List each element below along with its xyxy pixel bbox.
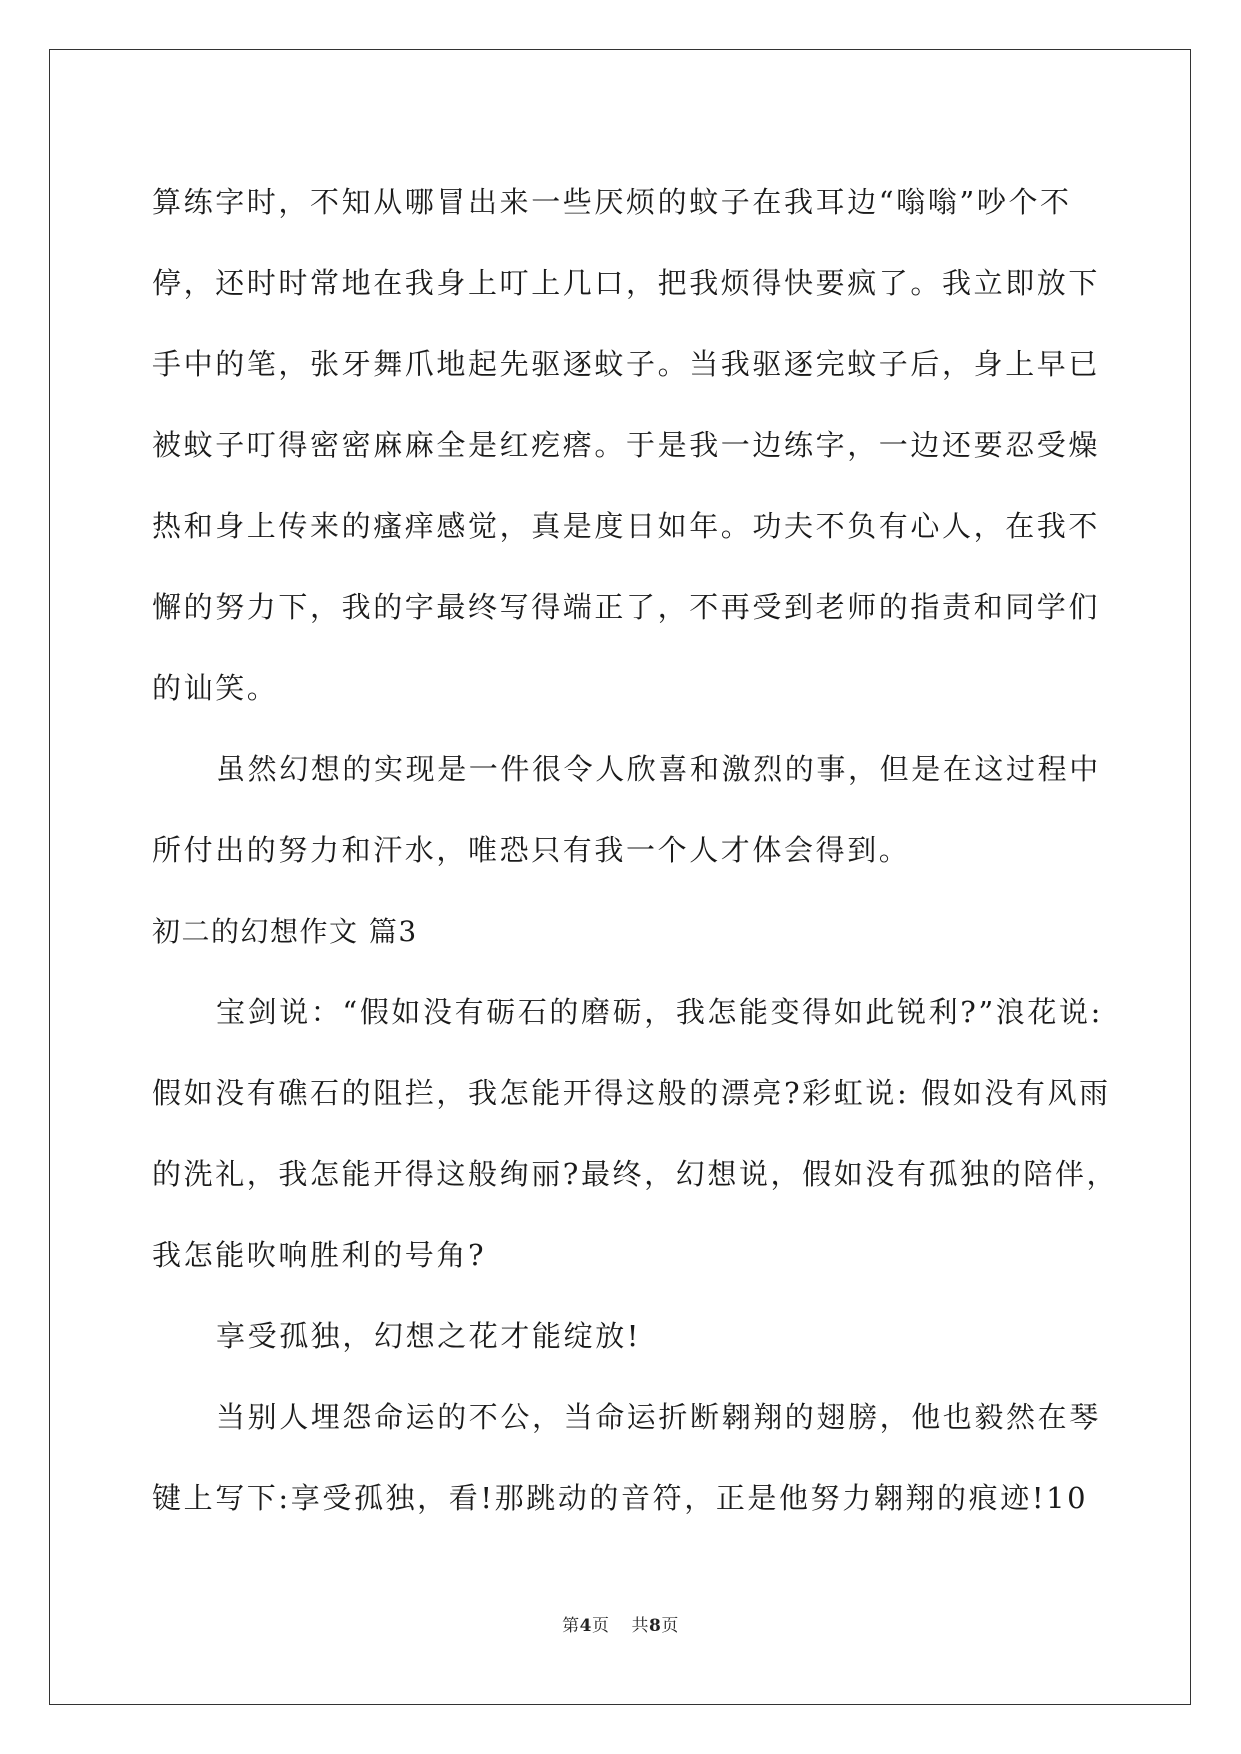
text-line: 的讪笑。 [152,671,279,705]
paragraph-first-line: 虽然幻想的实现是一件很令人欣喜和激烈的事，但是在这过程中 [216,752,1101,786]
text-line: 所付出的努力和汗水，唯恐只有我一个人才体会得到。 [152,833,911,867]
paragraph-first-line: 宝剑说：“假如没有砺石的磨砺，我怎能变得如此锐利?”浪花说: [216,995,1103,1029]
text-line: 的洗礼，我怎能开得这般绚丽?最终，幻想说，假如没有孤独的陪伴， [152,1157,1119,1191]
text-line: 停，还时时常地在我身上叮上几口，把我烦得快要疯了。我立即放下 [152,266,1101,300]
text-line: 热和身上传来的瘙痒感觉，真是度日如年。功夫不负有心人，在我不 [152,509,1101,543]
text-line: 我怎能吹响胜利的号角? [152,1238,487,1272]
text-line: 假如没有礁石的阻拦，我怎能开得这般的漂亮?彩虹说: 假如没有风雨 [152,1076,1111,1110]
total-pages: 8 [649,1616,662,1636]
total-suffix: 页 [661,1616,679,1636]
paragraph-first-line: 当别人埋怨命运的不公，当命运折断翱翔的翅膀，他也毅然在琴 [216,1400,1101,1434]
document-body [152,162,1119,1539]
text-line: 被蚊子叮得密密麻麻全是红疙瘩。于是我一边练字，一边还要忍受燥 [152,428,1101,462]
text-line: 手中的笔，张牙舞爪地起先驱逐蚊子。当我驱逐完蚊子后，身上早已 [152,347,1101,381]
page-number: 4 [579,1616,592,1636]
text-line: 键上写下:享受孤独，看!那跳动的音符，正是他努力翱翔的痕迹!10 [152,1481,1089,1515]
page-suffix: 页 [592,1616,610,1636]
section-heading: 初二的幻想作文 篇3 [152,915,418,948]
text-line: 算练字时，不知从哪冒出来一些厌烦的蚊子在我耳边“嗡嗡”吵个不 [152,185,1072,219]
paragraph-first-line: 享受孤独，幻想之花才能绽放! [216,1319,642,1353]
page-footer [0,1611,1241,1636]
text-line: 懈的努力下，我的字最终写得端正了，不再受到老师的指责和同学们 [152,590,1101,624]
page-prefix: 第 [562,1616,580,1636]
total-prefix: 共 [631,1616,649,1636]
